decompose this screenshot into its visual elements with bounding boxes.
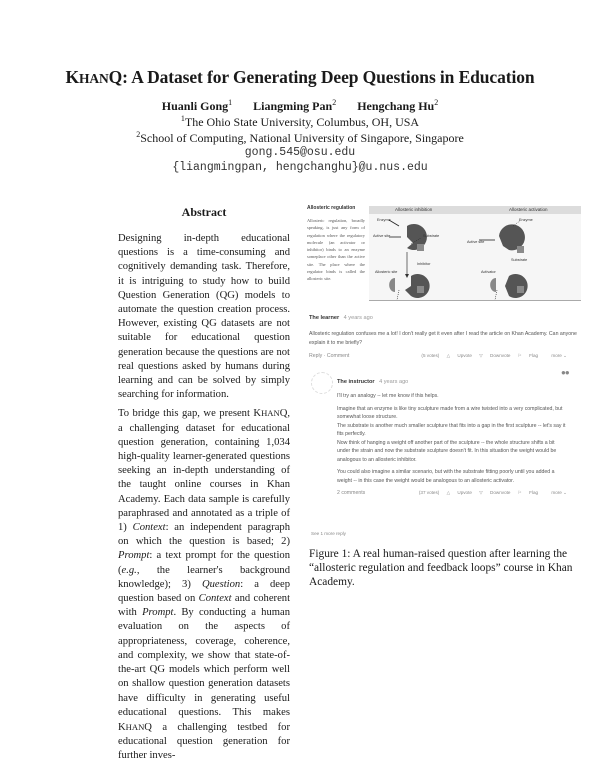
abstract-paragraph-2: To bridge this gap, we present KHANQ, a challenging dataset for educational question generation, containing 1,034 high-quality learner-generated questions seeking an in-depth understanding of the taught online courses in Khan Academy. Each data sample is carefully paraphrased and annotated as a triple of 1) Context: an independent paragraph on which the question is based; 2) Prompt: a text prompt for the question (e.g., the learner's background knowledge); 3) Question: a deep question based on Context and coherent with Prompt. By conducting a human evaluation on the aspects of appropriateness, coverage, coherence, and complexity, we show that state-of-the-art QG models which perform well on shallow question generation datasets have difficulty in generating useful educational questions. This makes KHANQ a challenging testbed for educational question generation for further inves- <box>118 408 291 762</box>
learner-comment <box>309 306 579 359</box>
abstract-heading: Abstract <box>181 205 227 219</box>
abstract-paragraph-1: Designing in-depth educational questions is a time-consuming and cognitively demanding task. Therefore, it is intriguing to study how to build Question Generation (QG) models to automate the question creation process. However, existing QG datasets are not suitable for educational question generation because the questions are not real questions asked by humans during learning and can be solved by simply searching for information. <box>118 233 290 401</box>
more-button[interactable]: more ⌄ <box>551 490 567 495</box>
diagram-header-inhibition: Allosteric inhibition <box>395 207 433 212</box>
figure-caption: Figure 1: A real human-raised question after learning the “allosteric regulation and feedback loops” course in Khan Academy. <box>309 548 573 589</box>
upvote-button[interactable]: △ Upvote <box>446 353 472 358</box>
label-enzyme: Enzyme <box>519 218 533 222</box>
comment-text: Now think of hanging a weight off another part of the sculpture -- the whole structure shifts a bit under the strain and now the substrate sculpture doesn't fit. In this situation the weight would be analogous to an allosteric inhibitor. <box>337 439 557 463</box>
downvote-button[interactable]: ▽ Downvote <box>479 353 511 358</box>
author-list <box>0 98 600 114</box>
instructor-comment <box>337 370 567 496</box>
email-2: {liangmingpan, hengchanghu}@u.nus.edu <box>172 161 428 174</box>
comment-time: 4 years ago <box>379 379 409 385</box>
more-button[interactable]: more ⌄ <box>551 353 567 358</box>
comment-text: Allosteric regulation confuses me a lot! I don't really get it even after I read the article on Khan Academy. Can anyone explain it to me briefly? <box>309 331 577 346</box>
commenter-name[interactable]: The learner <box>309 315 340 321</box>
comment-text: I'll try an analogy -- let me know if this helps. <box>337 393 439 399</box>
label-allosteric-site: Allosteric site <box>375 270 398 274</box>
label-activator: Activator <box>481 270 496 274</box>
article-heading: Allosteric regulation <box>307 205 356 211</box>
article-text: Allosteric regulation, broadly speaking, is just any form of regulation where the regulatory molecule (an activator or inhibitor) binds to an enzyme someplace other than the active site. The place where the regulator binds is called the allosteric site. <box>307 218 365 282</box>
title-rest: Q: A Dataset for Generating Deep Questions in Education <box>108 67 535 87</box>
comment-text: Imagine that an enzyme is like tiny sculpture made from a wire twisted into a very complicated, but somewhat loose structure. <box>337 405 563 420</box>
label-substrate: Substrate <box>423 234 440 238</box>
see-more-replies-link[interactable]: See 1 more reply <box>311 531 346 536</box>
reply-button[interactable]: Reply · Comment <box>309 353 350 359</box>
title-smallcaps: HAN <box>78 71 109 86</box>
commenter-name[interactable]: The instructor <box>337 379 375 385</box>
affiliation-2: $^2$School of Computing, National University of Singapore, Singapore <box>136 130 464 145</box>
article-excerpt <box>307 205 365 283</box>
allosteric-diagram <box>369 206 581 301</box>
email-1: gong.545@osu.edu <box>244 146 356 159</box>
more-options-icon[interactable]: ●● <box>561 368 569 377</box>
downvote-button[interactable]: ▽ Downvote <box>479 490 511 495</box>
flag-button[interactable]: ⚐ Flag <box>517 353 539 358</box>
label-enzyme: Enzyme <box>377 218 391 222</box>
vote-count: (5 votes) <box>421 353 440 358</box>
label-substrate: Substrate <box>511 258 528 262</box>
avatar <box>311 372 333 394</box>
author: Huanli Gong$^1$ <box>161 98 233 113</box>
comment-text: You could also imagine a similar scenario, but with the substrate fitting poorly until you added a weight -- in this case the weight would be analogous to an allosteric activator. <box>337 469 555 484</box>
comments-count-link[interactable]: 2 comments <box>337 490 366 496</box>
paper-title <box>0 67 600 88</box>
label-inhibitor: Inhibitor <box>417 262 431 266</box>
comment-actions <box>309 353 567 359</box>
enzyme-illustration <box>369 206 581 300</box>
vote-count: (37 votes) <box>418 490 440 495</box>
comment-actions <box>337 490 567 496</box>
label-active-site: Active site <box>373 234 391 238</box>
figure-1 <box>305 200 585 570</box>
comment-text: The substrate is another much smaller sculpture that fits into a gap in the first sculpture -- let's say it fits perfectly. <box>337 422 566 437</box>
comment-time: 4 years ago <box>343 315 373 321</box>
diagram-header-activation: Allosteric activation <box>509 207 548 212</box>
affiliation-1: $^1$The Ohio State University, Columbus, OH, USA <box>180 114 420 129</box>
flag-button[interactable]: ⚐ Flag <box>517 490 539 495</box>
abstract-body <box>118 232 290 768</box>
author: Liangming Pan$^2$ <box>253 98 337 113</box>
author: Hengchang Hu$^2$ <box>357 98 439 113</box>
upvote-button[interactable]: △ Upvote <box>446 490 472 495</box>
label-active-site: Active site <box>467 240 485 244</box>
title-k: K <box>65 67 79 87</box>
